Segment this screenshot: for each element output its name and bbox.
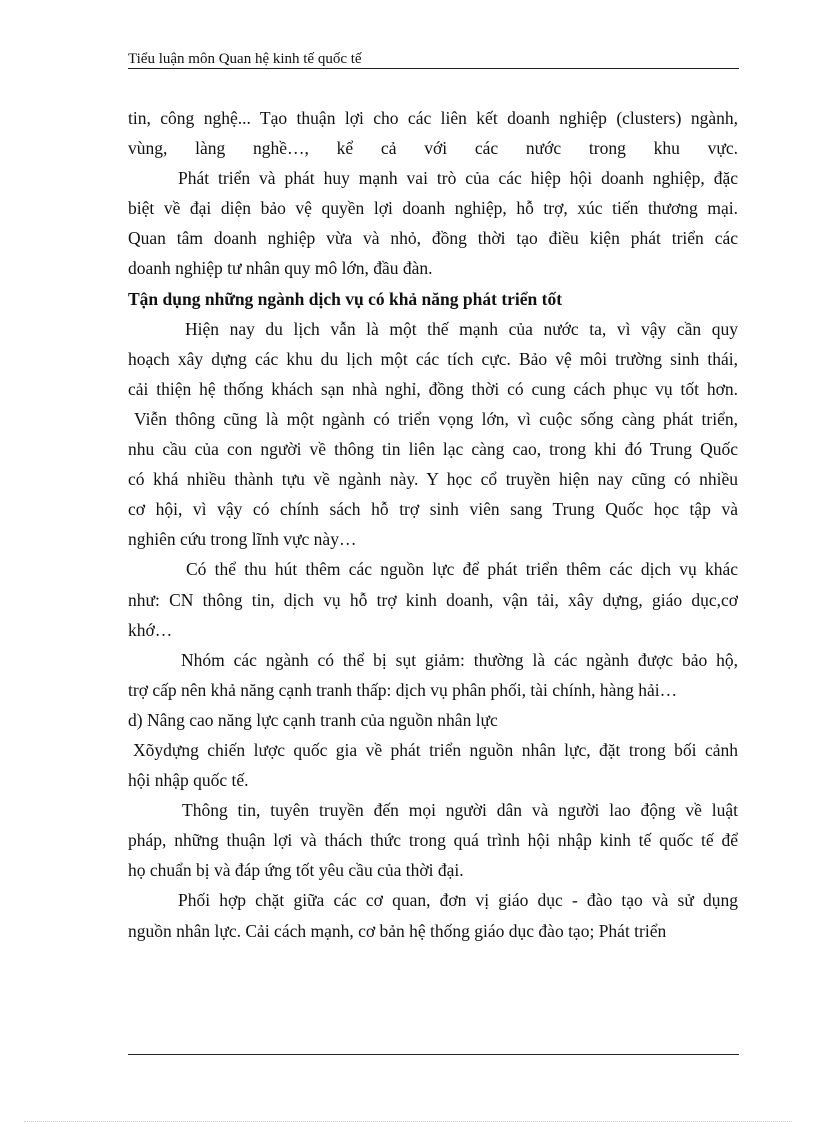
paragraph-line: Thông tin, tuyên truyền đến mọi người dân và người lao động về luật: [182, 800, 738, 821]
paragraph-line: như: CN thông tin, dịch vụ hỗ trợ kinh doanh, vận tải, xây dựng, giáo dục,cơ: [128, 589, 738, 610]
paragraph-line: Phối hợp chặt giữa các cơ quan, đơn vị giáo dục - đào tạo và sử dụng: [178, 890, 738, 911]
paragraph-line: Hiện nay du lịch vẫn là một thế mạnh của nước ta, vì vậy cần quy: [185, 318, 738, 339]
paragraph-line: tin, công nghệ... Tạo thuận lợi cho các liên kết doanh nghiệp (clusters) ngành,: [128, 108, 738, 128]
paragraph-line: Có thể thu hút thêm các nguồn lực để phát triển thêm các dịch vụ khác: [186, 559, 738, 580]
paragraph-line: biệt về đại diện bảo vệ quyền lợi doanh nghiệp, hỗ trợ, xúc tiến thương mại.: [128, 198, 738, 219]
paragraph-line: hội nhập quốc tế.: [128, 770, 249, 791]
paragraph-line: hoạch xây dựng các khu du lịch một các tích cực. Bảo vệ môi trường sinh thái,: [128, 348, 738, 369]
paragraph-line: có khá nhiều thành tựu về ngành này. Y học cổ truyền hiện nay cũng có nhiều: [128, 469, 738, 490]
paragraph-line: nguồn nhân lực. Cải cách mạnh, cơ bản hệ thống giáo dục đào tạo; Phát triển: [128, 920, 667, 941]
running-header: Tiểu luận môn Quan hệ kinh tế quốc tế: [128, 51, 362, 67]
paragraph-line: họ chuẩn bị và đáp ứng tốt yêu cầu của thời đại.: [128, 860, 464, 881]
paragraph-line: cơ hội, vì vậy có chính sách hỗ trợ sinh viên sang Trung Quốc học tập và: [128, 499, 738, 520]
paragraph-line: d) Nâng cao năng lực cạnh tranh của nguồn nhân lực: [128, 709, 498, 730]
paragraph-line: vùng, làng nghề…, kể cả với các nước trong khu vực.: [128, 138, 738, 159]
paragraph-line: cải thiện hệ thống khách sạn nhà nghỉ, đồng thời có cung cách phục vụ tốt hơn.: [128, 378, 738, 399]
paragraph-line: Viễn thông cũng là một ngành có triển vọng lớn, vì cuộc sống càng phát triển,: [134, 408, 738, 429]
paragraph-line: trợ cấp nên khả năng cạnh tranh thấp: dịch vụ phân phối, tài chính, hàng hải…: [128, 679, 678, 700]
paragraph-line: khớ…: [128, 619, 173, 640]
paragraph-line: nghiên cứu trong lĩnh vực này…: [128, 529, 357, 550]
footer-divider: [128, 1054, 739, 1055]
header-divider: [128, 68, 739, 69]
paragraph-line: doanh nghiệp tư nhân quy mô lớn, đầu đàn.: [128, 258, 433, 279]
paragraph-line: Xõydựng chiến lược quốc gia về phát triển nguồn nhân lực, đặt trong bối cảnh: [133, 739, 738, 760]
paragraph-line: pháp, những thuận lợi và thách thức trong quá trình hội nhập kinh tế quốc tế để: [128, 830, 738, 851]
paragraph-line: Phát triển và phát huy mạnh vai trò của các hiệp hội doanh nghiệp, đặc: [178, 168, 738, 189]
paragraph-line: Nhóm các ngành có thể bị sụt giảm: thường là các ngành được bảo hộ,: [181, 649, 738, 670]
section-heading: Tận dụng những ngành dịch vụ có khả năng phát triển tốt: [128, 288, 563, 309]
page-edge: [24, 1121, 792, 1122]
paragraph-line: nhu cầu của con người về thông tin liên lạc càng cao, trong khi đó Trung Quốc: [128, 439, 738, 460]
paragraph-line: Quan tâm doanh nghiệp vừa và nhỏ, đồng thời tạo điều kiện phát triển các: [128, 228, 738, 249]
body-text: [128, 103, 738, 946]
